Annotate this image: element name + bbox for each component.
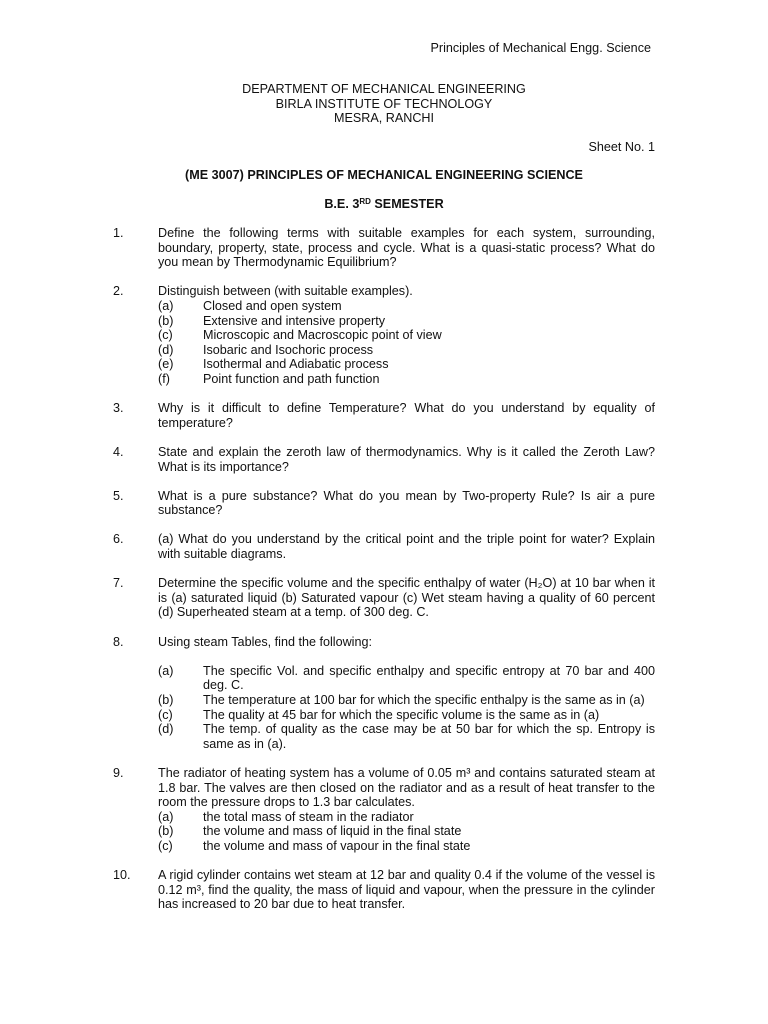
sub-item-label: (a) — [158, 663, 174, 678]
question-3 — [113, 401, 655, 430]
question-text: (a) What do you understand by the critical point and the triple point for water? Explain with suitable diagrams. — [158, 532, 655, 562]
question-text: A rigid cylinder contains wet steam at 12 bar and quality 0.4 if the volume of the vessel is 0.12 m³, find the quality, the mass of liquid and vapour, when the pressure in the cylinder has increased to 20 bar due to heat transfer. — [158, 868, 655, 912]
sub-item — [158, 372, 655, 387]
question-number: 6. — [113, 532, 124, 547]
question-number: 10. — [113, 868, 131, 883]
sub-item-text: Isothermal and Adiabatic process — [203, 357, 389, 372]
sub-item-label: (a) — [158, 298, 174, 313]
sub-item — [158, 343, 655, 358]
institute-name: BIRLA INSTITUTE OF TECHNOLOGY — [275, 96, 493, 111]
question-number: 2. — [113, 284, 124, 299]
sub-item-text: Point function and path function — [203, 371, 380, 386]
sub-item — [158, 810, 655, 825]
sub-item-label: (c) — [158, 328, 173, 343]
sub-item-label: (b) — [158, 824, 174, 839]
question-text: Using steam Tables, find the following: — [158, 634, 372, 649]
question-number: 7. — [113, 576, 124, 591]
question-text: Why is it difficult to define Temperature? What do you understand by equality of temperature? — [158, 401, 655, 430]
question-10 — [113, 868, 655, 912]
question-number: 9. — [113, 765, 124, 780]
sub-item-label: (e) — [158, 357, 174, 372]
question-2 — [113, 284, 655, 386]
question-number: 1. — [113, 226, 124, 240]
sub-item — [158, 314, 655, 329]
question-text: The radiator of heating system has a volume of 0.05 m³ and contains saturated steam at 1.8 bar. The valves are then closed on the radiator and as a result of heat transfer to the room the pressure drops to 1.3 bar calculates. — [158, 765, 655, 810]
sub-item-label: (a) — [158, 809, 174, 824]
sub-item-label: (c) — [158, 707, 173, 722]
question-9 — [113, 766, 655, 854]
sub-item-text: the total mass of steam in the radiator — [203, 809, 414, 824]
sub-item-label: (b) — [158, 693, 174, 707]
question-number: 8. — [113, 634, 124, 649]
question-4 — [113, 445, 655, 474]
running-header: Principles of Mechanical Engg. Science — [430, 41, 651, 55]
question-6 — [113, 532, 655, 561]
sub-item-text: The temperature at 100 bar for which the specific enthalpy is the same as in (a) — [203, 693, 645, 707]
sub-item-list — [158, 664, 655, 752]
sub-item-label: (b) — [158, 313, 174, 328]
sub-item-list — [158, 299, 655, 387]
semester-heading — [0, 197, 768, 212]
sub-item-text: Closed and open system — [203, 298, 342, 313]
sub-item — [158, 357, 655, 372]
question-text: State and explain the zeroth law of thermodynamics. Why is it called the Zeroth Law? What is its importance? — [158, 444, 655, 474]
question-number: 4. — [113, 444, 124, 459]
sub-item-text: Isobaric and Isochoric process — [203, 342, 374, 357]
question-text: Define the following terms with suitable examples for each system, surrounding, boundary, property, state, process and cycle. What is a quasi-static process? What do you mean by Thermodynamic Equilibrium? — [158, 226, 655, 270]
question-text: What is a pure substance? What do you mean by Two-property Rule? Is air a pure substance? — [158, 488, 655, 518]
sub-item-text: The temp. of quality as the case may be at 50 bar for which the sp. Entropy is same as in (a). — [203, 722, 655, 751]
sub-item — [158, 722, 655, 751]
semester-suffix: SEMESTER — [370, 197, 444, 211]
question-list — [113, 226, 655, 927]
sub-item-text: The specific Vol. and specific enthalpy and specific entropy at 70 bar and 400 deg. C. — [203, 663, 655, 693]
sub-item-label: (d) — [158, 342, 174, 357]
sub-item — [158, 328, 655, 343]
semester-superscript: RD — [359, 197, 371, 206]
course-title: (ME 3007) PRINCIPLES OF MECHANICAL ENGINEERING SCIENCE — [185, 168, 583, 182]
sub-item-list — [158, 810, 655, 854]
sub-item — [158, 693, 655, 708]
semester-prefix: B.E. 3 — [324, 197, 360, 211]
question-8 — [113, 635, 655, 752]
sub-item-text: the volume and mass of vapour in the final state — [203, 838, 471, 853]
spacer — [158, 649, 655, 664]
sub-item — [158, 299, 655, 314]
sub-item-text: The quality at 45 bar for which the specific volume is the same as in (a) — [203, 707, 600, 722]
sub-item-label: (d) — [158, 722, 174, 737]
institute-location: MESRA, RANCHI — [333, 111, 435, 126]
question-5 — [113, 489, 655, 518]
department-block — [0, 82, 768, 126]
department-name: DEPARTMENT OF MECHANICAL ENGINEERING — [242, 82, 526, 96]
question-text: Distinguish between (with suitable examples). — [158, 284, 413, 299]
sub-item — [158, 664, 655, 693]
sub-item-text: Extensive and intensive property — [203, 313, 386, 328]
sheet-number: Sheet No. 1 — [588, 140, 655, 154]
question-number: 5. — [113, 488, 124, 503]
sub-item-text: Microscopic and Macroscopic point of view — [203, 328, 442, 343]
sub-item — [158, 708, 655, 723]
question-number: 3. — [113, 401, 124, 416]
question-7 — [113, 576, 655, 620]
sub-item-label: (c) — [158, 838, 173, 853]
sub-item — [158, 839, 655, 854]
sub-item-text: the volume and mass of liquid in the final state — [203, 824, 462, 839]
question-1 — [113, 226, 655, 270]
question-text: Determine the specific volume and the specific enthalpy of water (H₂O) at 10 bar when it is (a) saturated liquid (b) Saturated vapour (c) Wet steam having a quality of 60 percent (d) Superheated steam at a temp. of 300 deg. C. — [158, 576, 655, 620]
sub-item-label: (f) — [158, 371, 170, 386]
sub-item — [158, 824, 655, 839]
